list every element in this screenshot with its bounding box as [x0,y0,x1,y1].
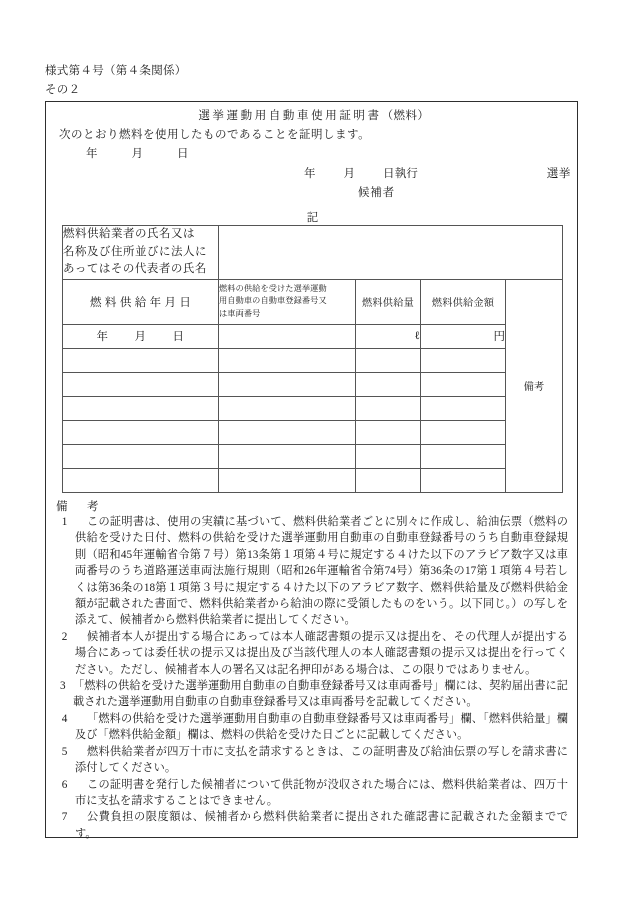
table-row [63,348,563,372]
remark-text: 公費負担の限度額は、候補者から燃料供給業者に提出された確認書に記載された金額までです。 [75,811,568,840]
supplier-name-row [63,226,563,280]
remark-text: この証明書は、使用の実績に基づいて、燃料供給業者ごとに別々に作成し、給油伝票（燃料の供給を受けた日付、燃料の供給を受けた選挙運動用自動車の自動車登録番号のうち自動車登録規則（昭和45年運輸省令第７号）第13条第１項第４号に規定する４けた以下のアラビア数字又は車両番号のうち道路運送車両法施行規則（昭和26年運輸省令第74号）第36条の17第１項第４号若しくは第36条の18第１項第３号に規定する４けた以下のアラビア数字、燃料供給量及び燃料供給金額が記載された書面で、燃料供給業者から給油の際に受領したものをいう。以下同じ。）の写しを添えて、候補者から燃料供給業者に提出してください。 [75,516,568,627]
row-registration-cell[interactable] [219,396,356,420]
unit-row-amount-unit[interactable]: 円 [421,324,506,348]
table-row [63,420,563,444]
form-header [45,62,187,100]
row-amount-cell[interactable] [421,468,506,492]
row-amount-cell[interactable] [421,372,506,396]
row-date-cell[interactable] [63,444,219,468]
header-registration-line-1: 燃料の供給を受けた選挙運動 [219,283,327,293]
row-registration-cell[interactable] [219,348,356,372]
row-registration-cell[interactable] [219,444,356,468]
ki-mark: 記 [306,212,319,224]
election-year-label: 年 [304,168,316,180]
row-quantity-cell[interactable] [356,420,421,444]
table-row [63,468,563,492]
row-amount-cell[interactable] [421,420,506,444]
remarks-heading: 備 考 [56,501,103,513]
row-date-cell[interactable] [63,420,219,444]
certificate-frame [45,101,578,838]
unit-row-registration-cell[interactable] [219,324,356,348]
header-registration-number [219,279,356,324]
page-title [46,107,579,123]
row-quantity-cell[interactable] [356,468,421,492]
issue-date-month-label: 月 [131,148,143,160]
supplier-name-label-line-2: 名称及び住所並びに法人に [63,245,207,258]
remark-item [56,629,568,678]
election-day-exec-label: 日執行 [383,168,419,180]
row-quantity-cell[interactable] [356,444,421,468]
remark-number: 5 [61,745,68,758]
unit-row-date-cell[interactable] [63,324,219,348]
election-exec-line [304,165,579,181]
remark-number: 4 [61,712,68,725]
header-amount: 燃料供給金額 [421,279,506,324]
remarks-list [56,514,568,842]
row-registration-cell[interactable] [219,372,356,396]
supplier-name-value[interactable] [219,226,563,280]
unit-row-month-label: 月 [134,331,147,343]
issue-date-day-label: 日 [177,148,189,160]
header-registration-line-3: は車両番号 [219,308,261,318]
row-date-cell[interactable] [63,348,219,372]
remark-number: 7 [61,811,68,824]
remark-item [56,711,568,744]
candidate-label: 候補者 [358,187,395,199]
row-date-cell[interactable] [63,468,219,492]
row-quantity-cell[interactable] [356,372,421,396]
page-title-suffix: （燃料） [381,110,430,122]
header-remark: 備考 [506,279,563,492]
row-date-cell[interactable] [63,372,219,396]
row-registration-cell[interactable] [219,420,356,444]
table-row [63,396,563,420]
remark-text: 候補者本人が提出する場合にあっては本人確認書類の提示又は提出を、その代理人が提出する場合にあっては委任状の提示又は提出及び当該代理人の本人確認書類の提示又は提出を行ってください。ただし、候補者本人の署名又は記名押印がある場合は、この限りではありません。 [75,630,568,676]
remark-item [56,678,568,711]
table-header-row [63,279,563,324]
form-number: 様式第４号（第４条関係） [45,65,187,77]
remark-text: 「燃料の供給を受けた選挙運動用自動車の自動車登録番号又は車両番号」欄、「燃料供給量」欄及び「燃料供給金額」欄は、燃料の供給を受けた日ごとに記載してください。 [75,712,568,742]
election-month-label: 月 [343,168,355,180]
remark-text: 燃料供給業者が四万十市に支払を請求するときは、この証明書及び給油伝票の写しを請求書に添付してください。 [75,745,568,775]
row-quantity-cell[interactable] [356,396,421,420]
form-sub-number: その２ [45,84,81,96]
supplier-name-label [63,226,219,280]
row-date-cell[interactable] [63,396,219,420]
remark-item [56,744,568,777]
unit-row-day-label: 日 [172,331,185,343]
header-supply-date: 燃料供給年月日 [63,279,219,324]
header-quantity: 燃料供給量 [356,279,421,324]
remark-item [56,777,568,810]
header-registration-line-2: 用自動車の自動車登録番号又 [219,296,327,306]
table-row [63,372,563,396]
table-row [63,444,563,468]
remark-number: 3 [60,680,66,693]
unit-row-year-label: 年 [96,331,109,343]
page-title-main: 選挙運動用自動車使用証明書 [198,110,382,122]
unit-row-quantity-unit[interactable]: ℓ [356,324,421,348]
issue-date-line [86,145,189,161]
row-amount-cell[interactable] [421,444,506,468]
issue-date-year-label: 年 [86,148,98,160]
supplier-name-label-line-3: あってはその代表者の氏名 [63,263,207,275]
row-amount-cell[interactable] [421,396,506,420]
remark-text: 「燃料の供給を受けた選挙運動用自動車の自動車登録番号又は車両番号」欄には、契約届出書に記載された選挙運動用自動車の自動車登録番号又は車両番号を記載してください。 [73,680,568,709]
remark-number: 6 [61,778,68,791]
fuel-supply-table [62,225,563,493]
row-registration-cell[interactable] [219,468,356,492]
remark-item [56,514,568,629]
remark-item [56,809,568,842]
remark-number: 1 [61,516,68,528]
row-quantity-cell[interactable] [356,348,421,372]
table-row-unit [63,324,563,348]
intro-sentence: 次のとおり燃料を使用したものであることを証明します。 [59,129,371,141]
remark-text: この証明書を発行した候補者について供託物が没収された場合には、燃料供給業者は、四万十市に支払を請求することはできません。 [75,778,568,807]
remark-number: 2 [61,630,68,643]
row-amount-cell[interactable] [421,348,506,372]
supplier-name-label-line-1: 燃料供給業者の氏名又は [63,228,195,240]
election-label: 選挙 [546,168,571,180]
